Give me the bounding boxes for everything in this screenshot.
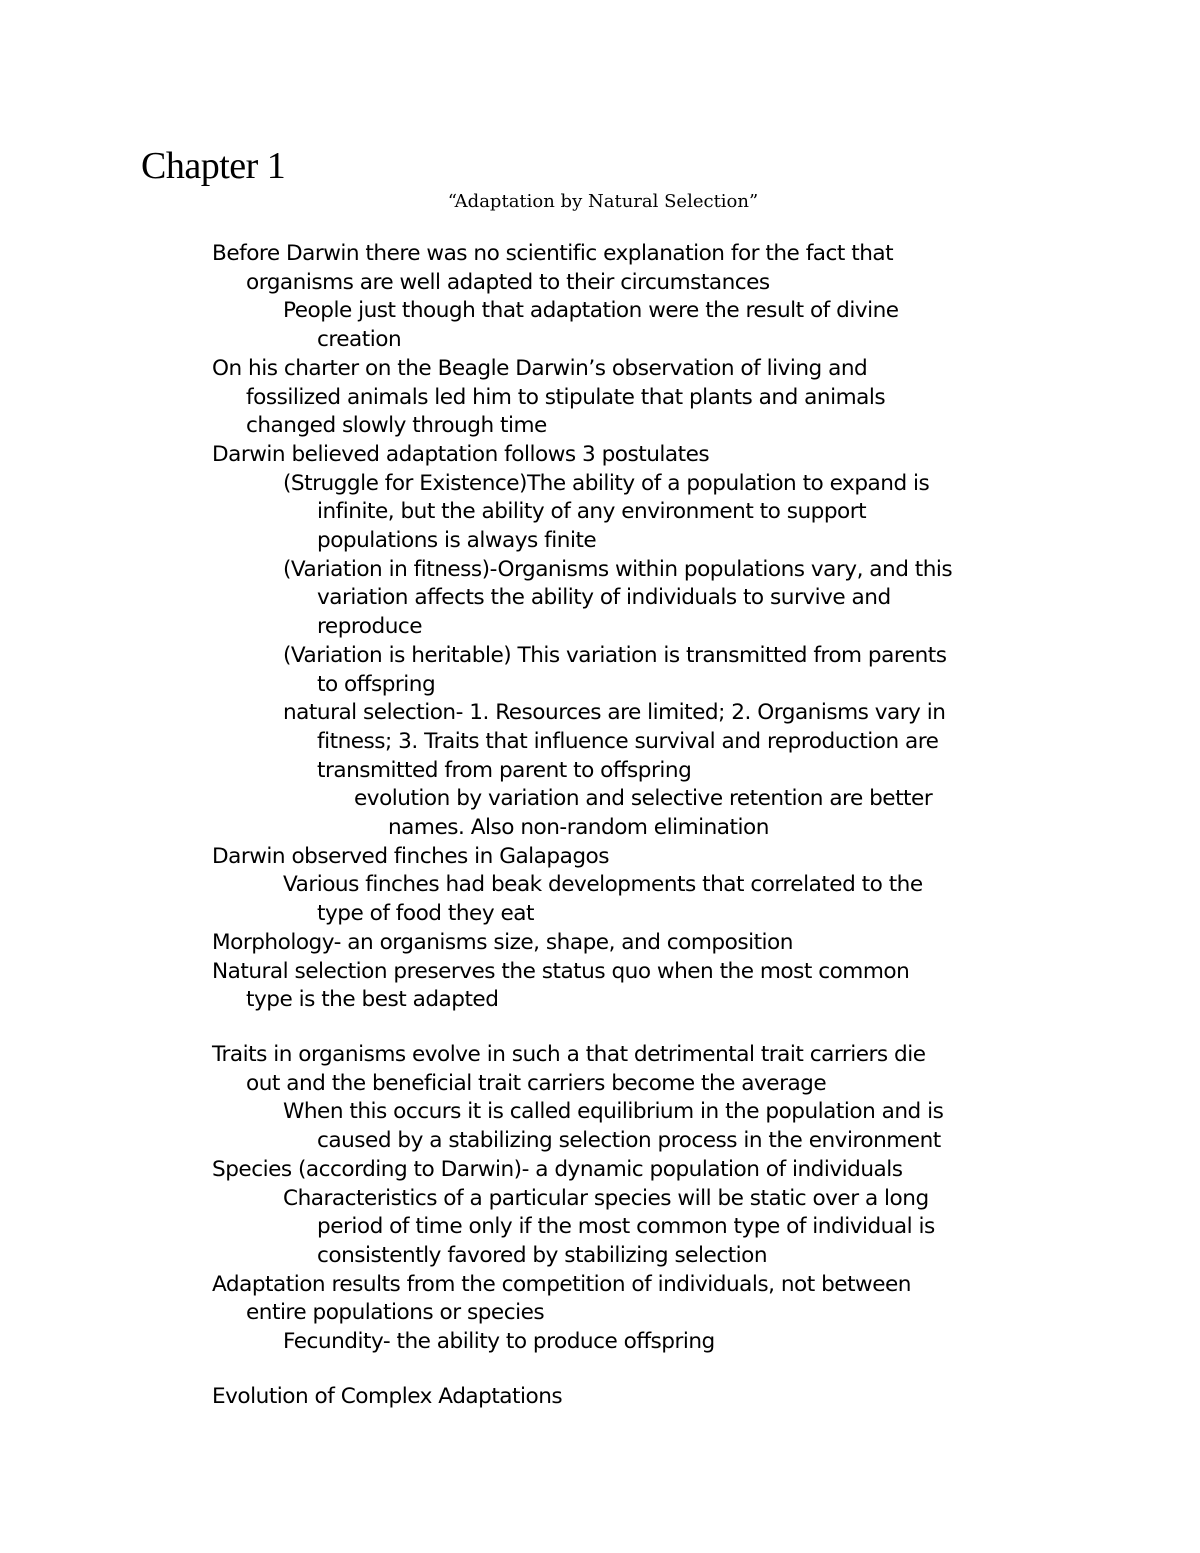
outline-item-level-2	[0, 785, 1200, 842]
outline-item-continuation: variation affects the ability of individuals to survive and	[317, 585, 891, 611]
outline-item-text: natural selection- 1. Resources are limited; 2. Organisms vary in	[283, 700, 946, 726]
outline-item-level-0	[0, 355, 1200, 441]
outline-item-text: Darwin observed finches in Galapagos	[212, 843, 610, 869]
outline-item-level-0	[0, 929, 1200, 958]
outline-item-continuation: fossilized animals led him to stipulate that plants and animals	[246, 384, 886, 410]
outline-item-text: Characteristics of a particular species will be static over a long	[283, 1185, 929, 1211]
outline-item-text: Traits in organisms evolve in such a that detrimental trait carriers die	[212, 1041, 926, 1067]
outline-item-level-0	[0, 1383, 1200, 1412]
outline-item-continuation: type of food they eat	[317, 901, 534, 927]
outline-item-level-0	[0, 843, 1200, 872]
outline-item-continuation: fitness; 3. Traits that influence survival and reproduction are	[317, 728, 939, 754]
outline-item-continuation: populations is always finite	[317, 528, 597, 554]
outline-item-level-0	[0, 1156, 1200, 1185]
outline-item-continuation: infinite, but the ability of any environment to support	[317, 499, 867, 525]
outline-item-continuation: out and the beneficial trait carriers become the average	[246, 1070, 827, 1096]
outline-item-level-1	[0, 699, 1200, 785]
outline-item-continuation: caused by a stabilizing selection process in the environment	[317, 1128, 941, 1154]
outline-item-level-1	[0, 1185, 1200, 1271]
chapter-subtitle: “Adaptation by Natural Selection”	[447, 191, 759, 212]
outline-item-text: Fecundity- the ability to produce offspring	[283, 1329, 715, 1355]
outline-item-continuation: transmitted from parent to offspring	[317, 757, 692, 783]
outline-item-level-1	[0, 642, 1200, 699]
outline-item-level-1	[0, 871, 1200, 928]
blank-line	[0, 1357, 1200, 1383]
outline-item-level-0	[0, 1041, 1200, 1098]
outline-item-level-0	[0, 958, 1200, 1015]
outline-item-text: Evolution of Complex Adaptations	[212, 1383, 563, 1409]
outline-item-continuation: type is the best adapted	[246, 987, 499, 1013]
outline-item-text: Natural selection preserves the status quo when the most common	[212, 958, 910, 984]
outline-item-text: Darwin believed adaptation follows 3 postulates	[212, 441, 710, 467]
outline-item-level-0	[0, 1271, 1200, 1328]
outline-item-continuation: organisms are well adapted to their circumstances	[246, 269, 770, 295]
outline-item-continuation: creation	[317, 327, 402, 353]
outline-item-text: (Variation is heritable) This variation is transmitted from parents	[283, 642, 947, 668]
outline-item-level-0	[0, 441, 1200, 470]
outline-item-text: evolution by variation and selective retention are better	[354, 786, 933, 812]
outline-item-text: On his charter on the Beagle Darwin’s observation of living and	[212, 355, 868, 381]
outline-item-continuation: period of time only if the most common type of individual is	[317, 1214, 935, 1240]
outline-item-text: People just though that adaptation were the result of divine	[283, 298, 899, 324]
outline-item-level-1	[0, 1098, 1200, 1155]
outline-item-text: Adaptation results from the competition of individuals, not between	[212, 1271, 911, 1297]
outline-item-text: Before Darwin there was no scientific explanation for the fact that	[212, 241, 894, 266]
outline-item-level-1	[0, 1328, 1200, 1357]
outline-item-text: (Struggle for Existence)The ability of a population to expand is	[283, 470, 930, 496]
outline-item-continuation: reproduce	[317, 614, 423, 640]
outline-item-continuation: to offspring	[317, 671, 436, 697]
outline-item-text: Morphology- an organisms size, shape, and composition	[212, 929, 793, 955]
blank-line	[0, 1015, 1200, 1041]
outline-item-level-0	[0, 240, 1200, 297]
outline-item-text: Various finches had beak developments that correlated to the	[283, 872, 923, 898]
outline-item-text: (Variation in fitness)-Organisms within populations vary, and this	[283, 556, 953, 582]
outline-item-continuation: consistently favored by stabilizing selection	[317, 1242, 768, 1268]
outline-item-text: Species (according to Darwin)- a dynamic population of individuals	[212, 1156, 903, 1182]
outline-item-level-1	[0, 556, 1200, 642]
outline-item-level-1	[0, 470, 1200, 556]
notes-outline	[0, 240, 1200, 1411]
outline-item-continuation: entire populations or species	[246, 1300, 545, 1326]
outline-item-text: When this occurs it is called equilibrium in the population and is	[283, 1099, 944, 1125]
chapter-title: Chapter 1	[141, 145, 286, 187]
outline-item-level-1	[0, 297, 1200, 354]
outline-item-continuation: changed slowly through time	[246, 413, 547, 439]
outline-item-continuation: names. Also non-random elimination	[388, 815, 769, 841]
